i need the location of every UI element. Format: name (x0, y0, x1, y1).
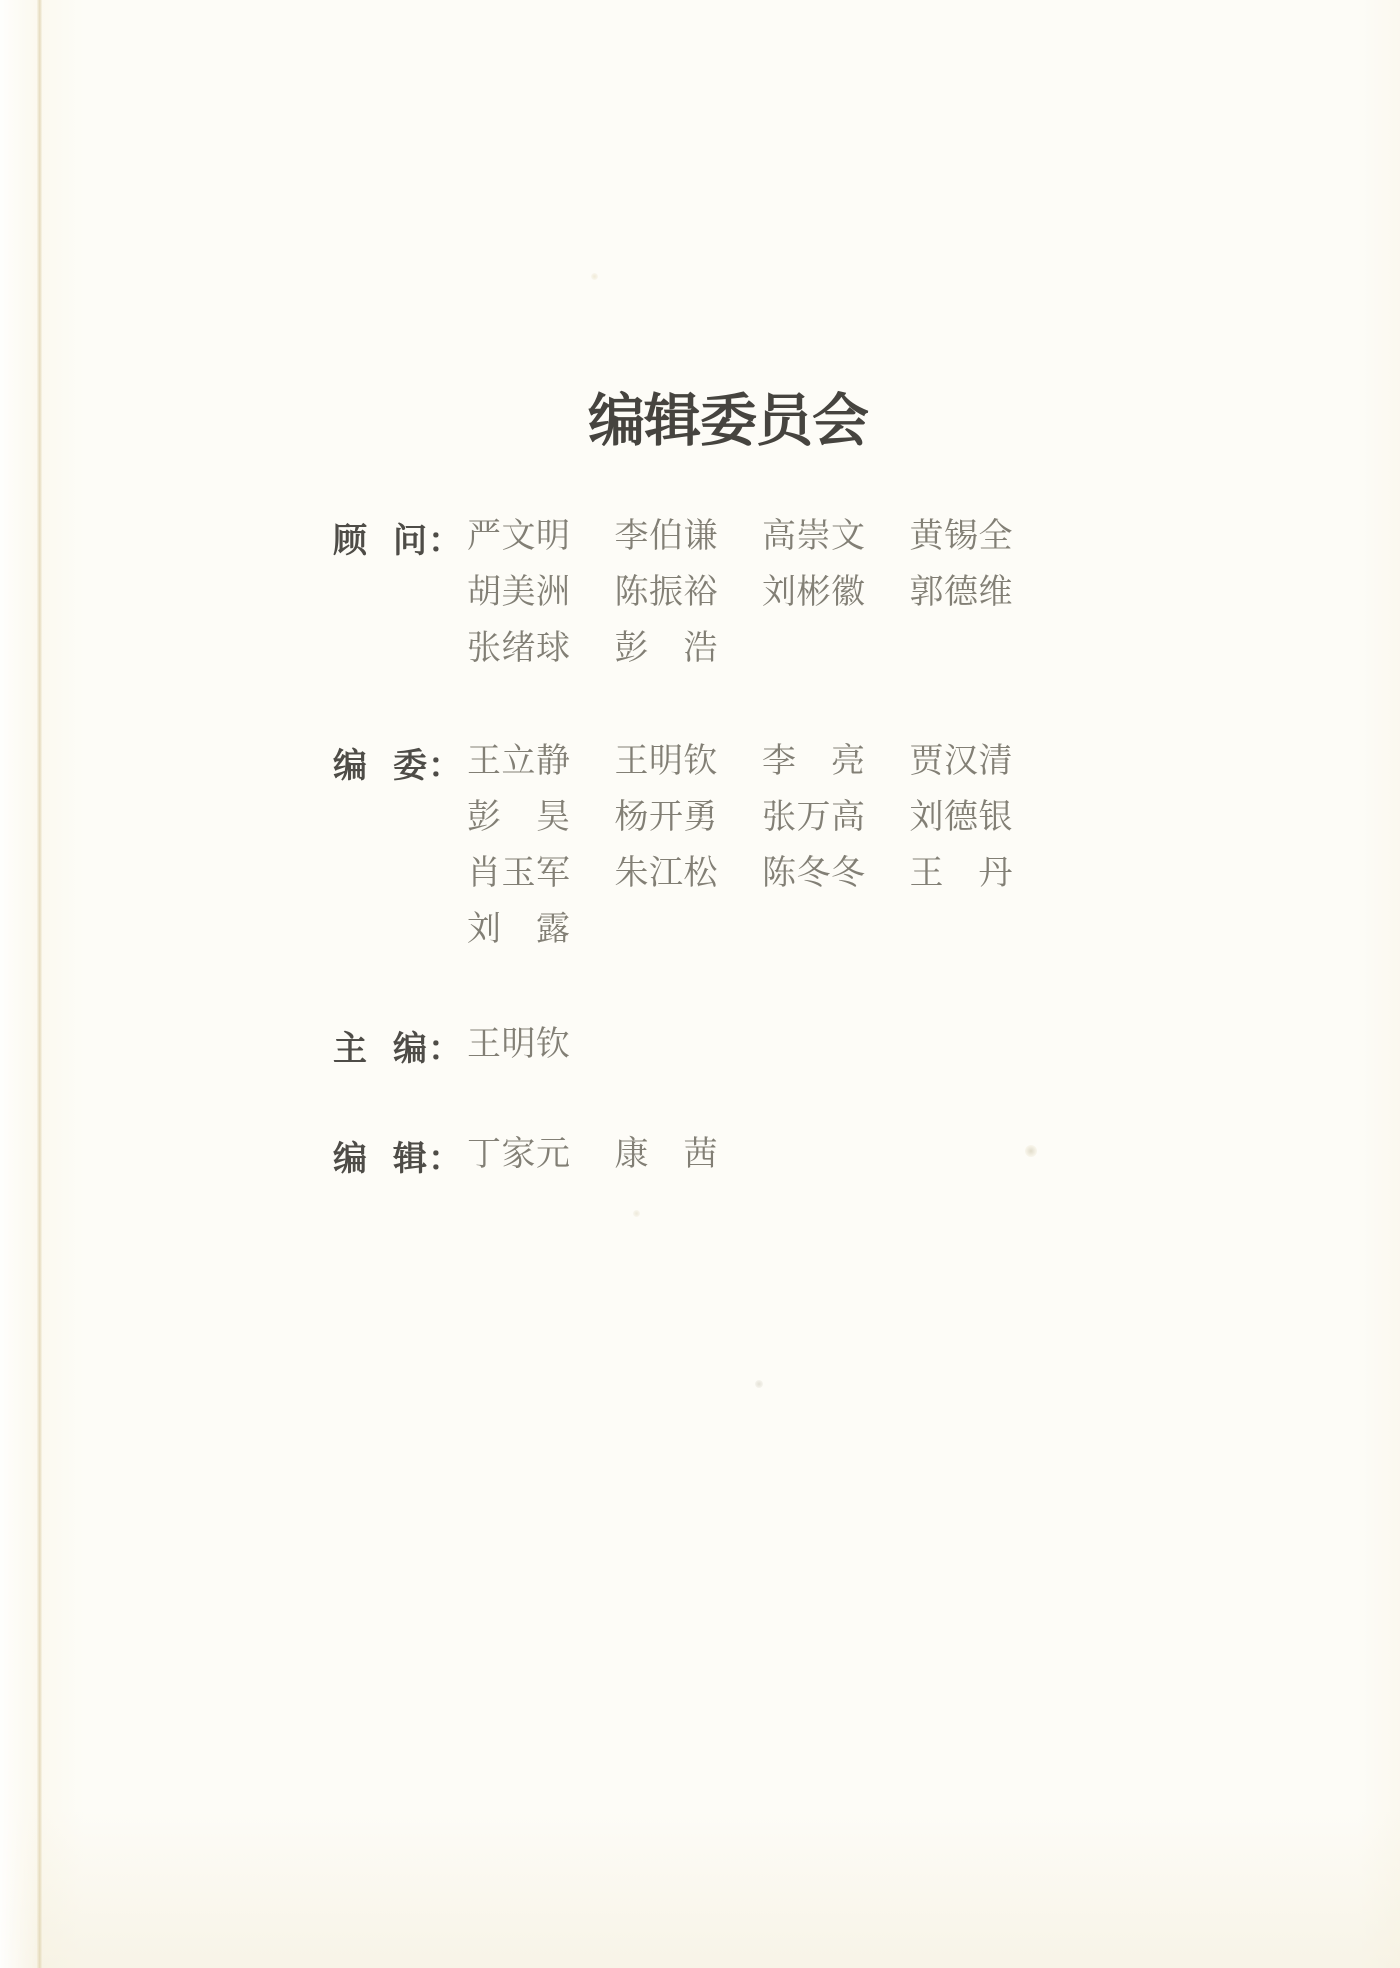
member-name: 高崇文 (762, 518, 866, 555)
scan-speck (633, 1210, 640, 1217)
section-label-colon: ： (428, 520, 462, 561)
member-name: 张绪球 (467, 630, 571, 667)
name-row (467, 1127, 718, 1183)
member-name: 贾汉清 (909, 743, 1013, 780)
section-label-colon: ： (428, 745, 462, 786)
member-name: 刘彬徽 (762, 574, 866, 611)
label-char: 辑 (393, 1138, 427, 1179)
member-name: 杨开勇 (614, 799, 718, 836)
member-name: 陈冬冬 (762, 855, 866, 892)
section-names (467, 1017, 571, 1073)
scan-gutter-line (37, 0, 42, 1968)
section-editors (333, 1127, 718, 1183)
section-label (333, 1017, 467, 1073)
member-name: 刘 露 (467, 911, 571, 948)
member-name: 王立静 (467, 743, 571, 780)
scan-speck (1025, 1145, 1037, 1157)
member-name: 郭德维 (909, 574, 1013, 611)
member-name: 李 亮 (762, 743, 866, 780)
member-name: 朱江松 (614, 855, 718, 892)
section-label (333, 509, 467, 565)
section-names (467, 734, 1013, 958)
name-row (467, 734, 1013, 790)
scan-speck (755, 1380, 763, 1388)
member-name: 彭 浩 (614, 630, 718, 667)
name-row (467, 902, 1013, 958)
member-name: 黄锡全 (909, 518, 1013, 555)
label-char: 编 (393, 1028, 427, 1069)
section-label-chars (333, 513, 427, 562)
name-row (467, 509, 1013, 565)
member-name: 彭 昊 (467, 799, 571, 836)
label-char: 编 (333, 1138, 367, 1179)
name-row (467, 846, 1013, 902)
member-name: 胡美洲 (467, 574, 571, 611)
section-names (467, 509, 1013, 677)
section-chief-editor (333, 1017, 571, 1073)
member-name: 王明钦 (614, 743, 718, 780)
section-label (333, 1127, 467, 1183)
member-name: 张万高 (762, 799, 866, 836)
scan-speck (591, 273, 598, 280)
name-row (467, 621, 1013, 677)
member-name: 肖玉军 (467, 855, 571, 892)
name-row (467, 1017, 571, 1073)
section-label-chars (333, 1021, 427, 1070)
member-name: 严文明 (467, 518, 571, 555)
page-title: 编辑委员会 (588, 390, 868, 453)
label-char: 委 (393, 745, 427, 786)
section-label-colon: ： (428, 1138, 462, 1179)
member-name: 丁家元 (467, 1136, 571, 1173)
label-char: 主 (333, 1028, 367, 1069)
section-label-chars (333, 738, 427, 787)
section-names (467, 1127, 718, 1183)
section-editorial-board (333, 734, 1013, 958)
member-name: 李伯谦 (614, 518, 718, 555)
label-char: 顾 (333, 520, 367, 561)
member-name: 王 丹 (909, 855, 1013, 892)
page-edge-shading (0, 0, 37, 1968)
member-name: 陈振裕 (614, 574, 718, 611)
label-char: 问 (393, 520, 427, 561)
section-label-chars (333, 1131, 427, 1180)
label-char: 编 (333, 745, 367, 786)
section-label (333, 734, 467, 790)
member-name: 刘德银 (909, 799, 1013, 836)
name-row (467, 565, 1013, 621)
member-name: 康 茜 (614, 1136, 718, 1173)
section-advisors (333, 509, 1013, 677)
section-label-colon: ： (428, 1028, 462, 1069)
member-name: 王明钦 (467, 1026, 571, 1063)
name-row (467, 790, 1013, 846)
